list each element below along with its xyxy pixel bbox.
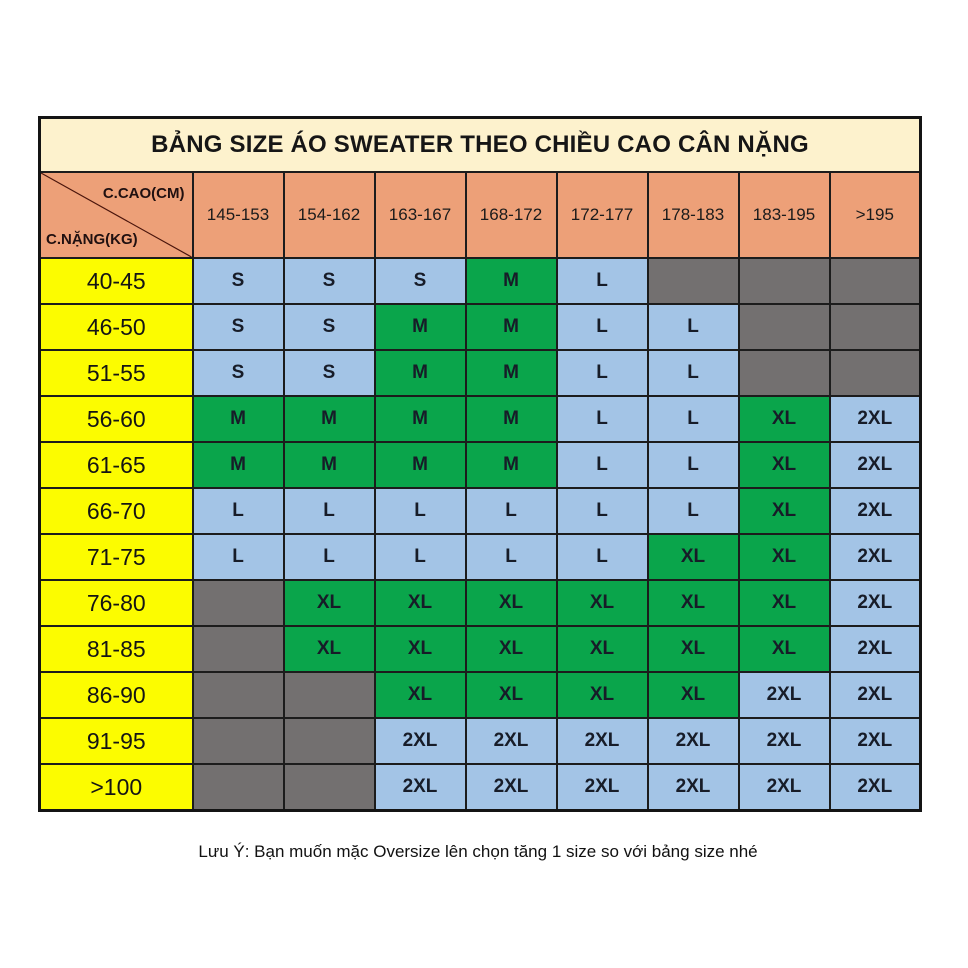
size-cell: M xyxy=(193,442,284,488)
size-cell: XL xyxy=(648,626,739,672)
row-label: 51-55 xyxy=(40,350,193,396)
size-cell: XL xyxy=(466,580,557,626)
column-header: >195 xyxy=(830,172,921,258)
row-label: >100 xyxy=(40,764,193,811)
column-header: 178-183 xyxy=(648,172,739,258)
size-cell: XL xyxy=(284,580,375,626)
size-cell: L xyxy=(648,488,739,534)
column-header: 163-167 xyxy=(375,172,466,258)
empty-cell xyxy=(193,580,284,626)
title-row xyxy=(40,118,921,173)
row-label: 61-65 xyxy=(40,442,193,488)
table-row xyxy=(40,350,921,396)
size-cell: 2XL xyxy=(830,672,921,718)
size-cell: 2XL xyxy=(375,718,466,764)
size-cell: L xyxy=(466,534,557,580)
empty-cell xyxy=(193,764,284,811)
size-cell: L xyxy=(466,488,557,534)
size-cell: 2XL xyxy=(739,672,830,718)
size-cell: M xyxy=(466,396,557,442)
size-cell: L xyxy=(284,534,375,580)
empty-cell xyxy=(284,672,375,718)
table-row xyxy=(40,258,921,304)
size-cell: L xyxy=(648,304,739,350)
row-label: 81-85 xyxy=(40,626,193,672)
size-cell: M xyxy=(375,304,466,350)
table-row xyxy=(40,534,921,580)
empty-cell xyxy=(739,304,830,350)
size-cell: 2XL xyxy=(830,534,921,580)
size-cell: L xyxy=(648,396,739,442)
size-cell: M xyxy=(466,442,557,488)
size-cell: 2XL xyxy=(830,626,921,672)
size-cell: 2XL xyxy=(375,764,466,811)
size-cell: L xyxy=(557,442,648,488)
size-cell: L xyxy=(375,488,466,534)
size-cell: 2XL xyxy=(466,718,557,764)
size-cell: S xyxy=(193,258,284,304)
column-header: 183-195 xyxy=(739,172,830,258)
row-label: 46-50 xyxy=(40,304,193,350)
empty-cell xyxy=(830,258,921,304)
size-cell: XL xyxy=(739,396,830,442)
size-cell: XL xyxy=(375,626,466,672)
size-cell: 2XL xyxy=(830,580,921,626)
table-row xyxy=(40,626,921,672)
size-cell: L xyxy=(284,488,375,534)
empty-cell xyxy=(830,304,921,350)
size-cell: M xyxy=(193,396,284,442)
size-cell: 2XL xyxy=(739,718,830,764)
corner-cell-inner xyxy=(41,173,192,257)
size-cell: S xyxy=(284,304,375,350)
size-cell: S xyxy=(375,258,466,304)
table-row xyxy=(40,396,921,442)
column-header: 168-172 xyxy=(466,172,557,258)
size-cell: XL xyxy=(466,626,557,672)
table-title: BẢNG SIZE ÁO SWEATER THEO CHIỀU CAO CÂN NẶNG xyxy=(40,118,921,173)
size-cell: 2XL xyxy=(557,718,648,764)
row-label: 56-60 xyxy=(40,396,193,442)
size-cell: L xyxy=(375,534,466,580)
size-cell: 2XL xyxy=(739,764,830,811)
size-cell: XL xyxy=(557,672,648,718)
empty-cell xyxy=(648,258,739,304)
size-chart-table xyxy=(38,116,922,812)
size-cell: L xyxy=(557,488,648,534)
size-cell: L xyxy=(648,442,739,488)
size-cell: S xyxy=(284,350,375,396)
row-label: 86-90 xyxy=(40,672,193,718)
empty-cell xyxy=(830,350,921,396)
size-cell: 2XL xyxy=(648,718,739,764)
corner-height-label: C.CAO(CM) xyxy=(102,185,185,202)
size-cell: 2XL xyxy=(466,764,557,811)
column-header: 172-177 xyxy=(557,172,648,258)
empty-cell xyxy=(193,626,284,672)
row-label: 76-80 xyxy=(40,580,193,626)
size-cell: M xyxy=(284,396,375,442)
empty-cell xyxy=(284,764,375,811)
size-cell: L xyxy=(193,534,284,580)
size-cell: M xyxy=(466,304,557,350)
size-cell: M xyxy=(466,258,557,304)
size-cell: XL xyxy=(284,626,375,672)
empty-cell xyxy=(284,718,375,764)
table-row xyxy=(40,304,921,350)
size-cell: 2XL xyxy=(830,396,921,442)
size-cell: XL xyxy=(648,534,739,580)
empty-cell xyxy=(193,718,284,764)
table-row xyxy=(40,580,921,626)
size-cell: XL xyxy=(648,580,739,626)
size-cell: S xyxy=(193,350,284,396)
footer-note: Lưu Ý: Bạn muốn mặc Oversize lên chọn tăng 1 size so với bảng size nhé xyxy=(198,842,758,861)
row-label: 40-45 xyxy=(40,258,193,304)
row-label: 91-95 xyxy=(40,718,193,764)
size-cell: M xyxy=(375,442,466,488)
size-cell: XL xyxy=(739,534,830,580)
size-chart-table-wrap xyxy=(38,116,922,812)
size-cell: 2XL xyxy=(830,764,921,811)
size-cell: XL xyxy=(375,580,466,626)
table-row xyxy=(40,442,921,488)
size-cell: XL xyxy=(739,580,830,626)
size-cell: L xyxy=(557,304,648,350)
size-cell: XL xyxy=(466,672,557,718)
column-header: 154-162 xyxy=(284,172,375,258)
size-cell: L xyxy=(557,534,648,580)
size-cell: L xyxy=(193,488,284,534)
size-cell: S xyxy=(193,304,284,350)
row-label: 71-75 xyxy=(40,534,193,580)
size-cell: L xyxy=(557,258,648,304)
table-row xyxy=(40,672,921,718)
size-cell: XL xyxy=(739,626,830,672)
corner-weight-label: C.NẶNG(KG) xyxy=(46,231,138,248)
size-cell: XL xyxy=(557,626,648,672)
size-cell: M xyxy=(375,396,466,442)
size-cell: M xyxy=(466,350,557,396)
size-cell: XL xyxy=(648,672,739,718)
size-cell: S xyxy=(284,258,375,304)
empty-cell xyxy=(193,672,284,718)
size-cell: 2XL xyxy=(830,442,921,488)
size-cell: L xyxy=(648,350,739,396)
size-cell: M xyxy=(284,442,375,488)
row-label: 66-70 xyxy=(40,488,193,534)
table-row xyxy=(40,718,921,764)
size-cell: M xyxy=(375,350,466,396)
size-cell: 2XL xyxy=(557,764,648,811)
size-cell: XL xyxy=(739,442,830,488)
empty-cell xyxy=(739,258,830,304)
empty-cell xyxy=(739,350,830,396)
column-header: 145-153 xyxy=(193,172,284,258)
size-cell: XL xyxy=(375,672,466,718)
header-row xyxy=(40,172,921,258)
corner-cell xyxy=(40,172,193,258)
size-cell: L xyxy=(557,350,648,396)
size-cell: XL xyxy=(739,488,830,534)
size-cell: XL xyxy=(557,580,648,626)
size-cell: 2XL xyxy=(648,764,739,811)
table-row xyxy=(40,488,921,534)
size-cell: L xyxy=(557,396,648,442)
size-cell: 2XL xyxy=(830,488,921,534)
size-cell: 2XL xyxy=(830,718,921,764)
table-row xyxy=(40,764,921,811)
